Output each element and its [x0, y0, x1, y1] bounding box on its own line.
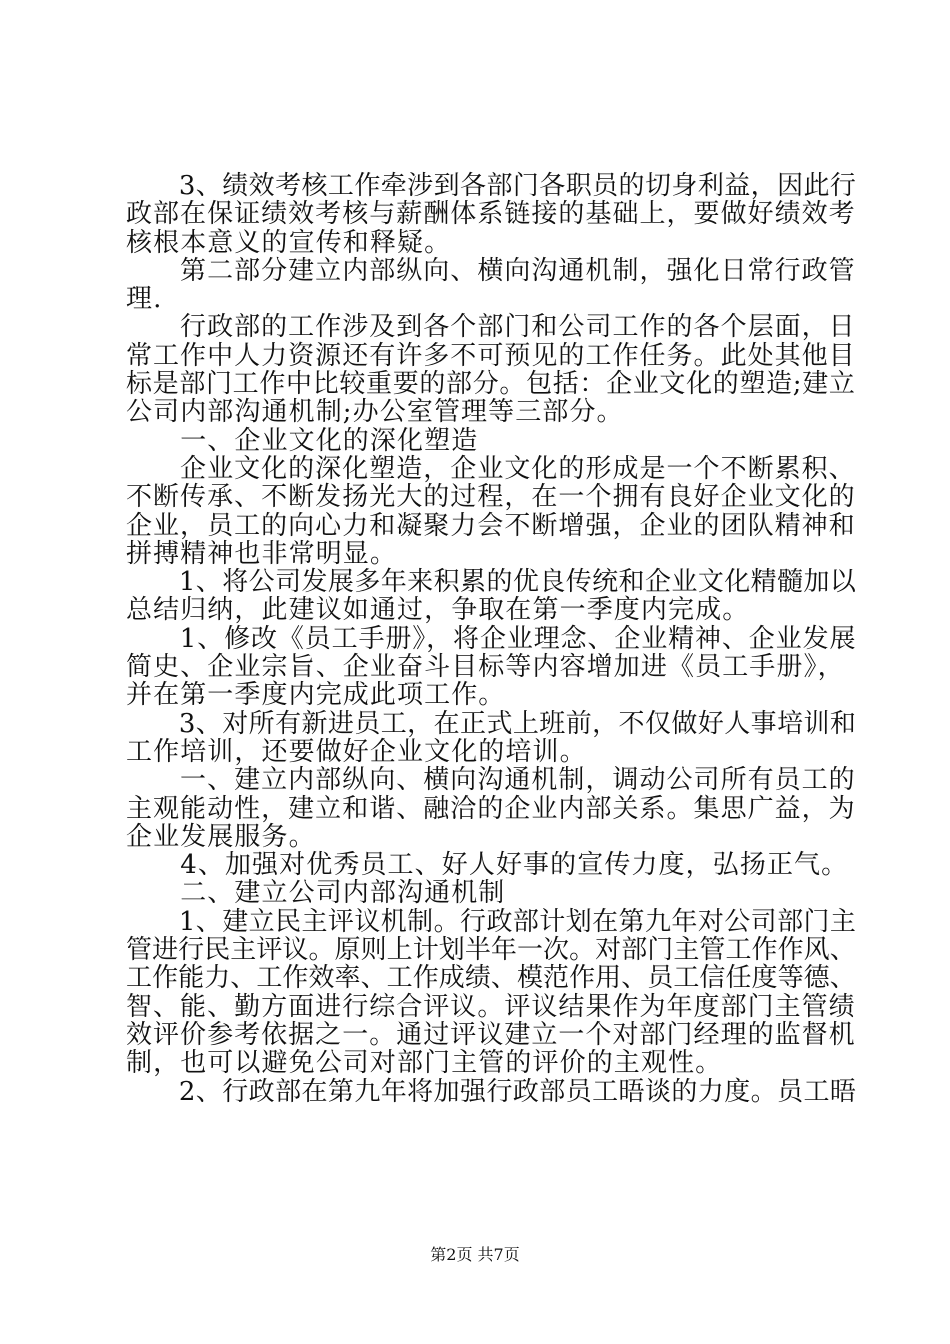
body-text-line: 常工作中人力资源还有许多不可预见的工作任务。此处其他目 — [126, 340, 856, 371]
body-text-line: 政部在保证绩效考核与薪酬体系链接的基础上，要做好绩效考 — [126, 199, 856, 230]
body-text-line: 2、行政部在第九年将加强行政部员工晤谈的力度。员工晤 — [126, 1076, 857, 1107]
body-text-line: 效评价参考依据之一。通过评议建立一个对部门经理的监督机 — [126, 1019, 856, 1050]
body-text-line: 核根本意义的宣传和释疑。 — [126, 227, 452, 258]
body-text-line: 主观能动性，建立和谐、融洽的企业内部关系。集思广益，为 — [126, 793, 856, 824]
body-text-line: 标是部门工作中比较重要的部分。包括：企业文化的塑造;建立 — [126, 369, 856, 400]
body-text-line: 第二部分建立内部纵向、横向沟通机制，强化日常行政管 — [126, 255, 856, 286]
body-text-line: 公司内部沟通机制;办公室管理等三部分。 — [126, 397, 624, 428]
body-text-line: 并在第一季度内完成此项工作。 — [126, 680, 506, 711]
body-text-line: 拼搏精神也非常明显。 — [126, 538, 398, 569]
body-text-line: 1、修改《员工手册》，将企业理念、企业精神、企业发展 — [126, 623, 857, 654]
body-text-line: 不断传承、不断发扬光大的过程，在一个拥有良好企业文化的 — [126, 482, 856, 513]
body-text-line: 智、能、勤方面进行综合评议。评议结果作为年度部门主管绩 — [126, 991, 856, 1022]
body-text-line: 一、建立内部纵向、横向沟通机制，调动公司所有员工的 — [126, 765, 856, 796]
body-text-line: 企业，员工的向心力和凝聚力会不断增强，企业的团队精神和 — [126, 510, 856, 541]
body-text-line: 1、建立民主评议机制。行政部计划在第九年对公司部门主 — [126, 906, 857, 937]
page-number-footer: 第2页 共7页 — [430, 1245, 520, 1264]
body-text-line: 总结归纳，此建议如通过，争取在第一季度内完成。 — [126, 595, 750, 626]
body-text-line: 制，也可以避免公司对部门主管的评价的主观性。 — [126, 1048, 723, 1079]
body-text-line: 工作培训，还要做好企业文化的培训。 — [126, 736, 587, 767]
body-text-line: 3、对所有新进员工，在正式上班前，不仅做好人事培训和 — [126, 708, 857, 739]
body-text-line: 3、绩效考核工作牵涉到各部门各职员的切身利益，因此行 — [126, 171, 857, 201]
body-text-line: 工作能力、工作效率、工作成绩、模范作用、员工信任度等德、 — [126, 963, 856, 994]
body-text-line: 企业发展服务。 — [126, 821, 316, 852]
body-text-line: 1、将公司发展多年来积累的优良传统和企业文化精髓加以 — [126, 567, 857, 598]
body-text-line: 企业文化的深化塑造，企业文化的形成是一个不断累积、 — [126, 453, 856, 484]
document-body — [126, 172, 856, 1106]
body-text-line: 行政部的工作涉及到各个部门和公司工作的各个层面，日 — [126, 312, 856, 343]
body-text-line: 一、企业文化的深化塑造 — [126, 425, 479, 456]
body-text-line: 理. — [126, 284, 163, 315]
body-text-line: 简史、企业宗旨、企业奋斗目标等内容增加进《员工手册》， — [126, 652, 845, 683]
body-text-line: 4、加强对优秀员工、好人好事的宣传力度，弘扬正气。 — [126, 850, 849, 881]
body-text-line: 管进行民主评议。原则上计划半年一次。对部门主管工作作风、 — [126, 935, 856, 966]
body-text-line: 二、建立公司内部沟通机制 — [126, 878, 506, 909]
